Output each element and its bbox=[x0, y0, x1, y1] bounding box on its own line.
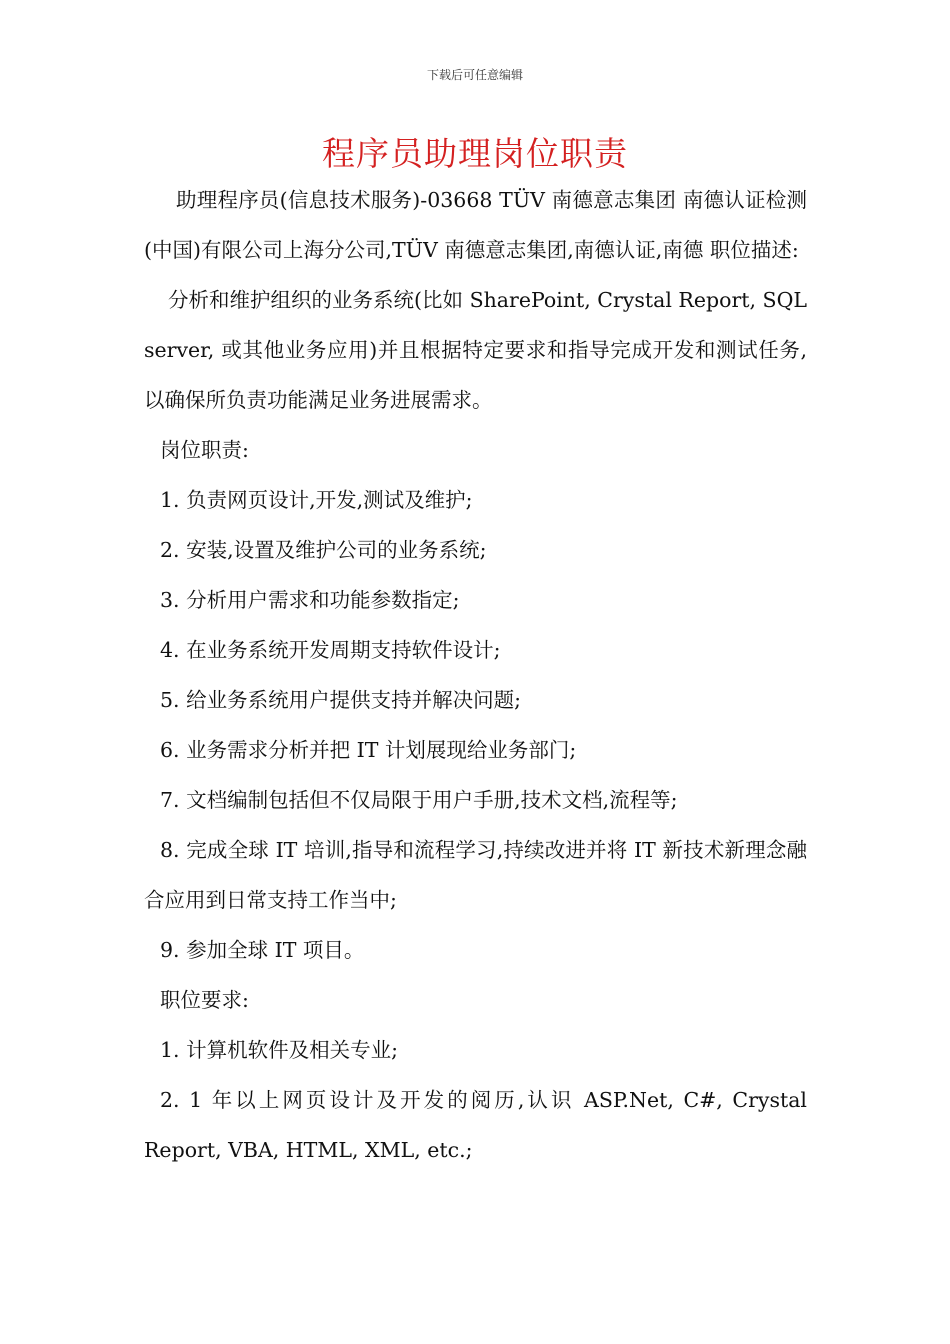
requirement-item-2: 2. 1 年以上网页设计及开发的阅历,认识 ASP.Net, C#, Crystal Report, VBA, HTML, XML, etc.; bbox=[144, 1088, 807, 1162]
duty-item-7: 7. 文档编制包括但不仅局限于用户手册,技术文档,流程等; bbox=[160, 788, 678, 812]
intro-paragraph: 助理程序员(信息技术服务)-03668 TÜV 南德意志集团 南德认证检测(中国)有限公司上海分公司,TÜV 南德意志集团,南德认证,南德 职位描述: bbox=[144, 188, 807, 262]
duties-heading: 岗位职责: bbox=[160, 438, 249, 462]
document-body bbox=[144, 175, 807, 1175]
page-header-note: 下载后可任意编辑 bbox=[426, 68, 523, 82]
duty-item-9: 9. 参加全球 IT 项目。 bbox=[160, 938, 365, 962]
duty-item-4: 4. 在业务系统开发周期支持软件设计; bbox=[160, 638, 501, 662]
duty-item-1: 1. 负责网页设计,开发,测试及维护; bbox=[160, 488, 473, 512]
duty-item-5: 5. 给业务系统用户提供支持并解决问题; bbox=[160, 688, 521, 712]
duty-item-3: 3. 分析用户需求和功能参数指定; bbox=[160, 588, 460, 612]
description-paragraph: 分析和维护组织的业务系统(比如 SharePoint, Crystal Report, SQL server, 或其他业务应用)并且根据特定要求和指导完成开发和测试任务,以确保所负责功能满足业务进展需求。 bbox=[144, 288, 807, 412]
duty-item-2: 2. 安装,设置及维护公司的业务系统; bbox=[160, 538, 487, 562]
requirements-heading: 职位要求: bbox=[160, 988, 249, 1012]
duty-item-6: 6. 业务需求分析并把 IT 计划展现给业务部门; bbox=[160, 738, 577, 762]
requirement-item-1: 1. 计算机软件及相关专业; bbox=[160, 1038, 398, 1062]
document-title: 程序员助理岗位职责 bbox=[322, 134, 628, 173]
duty-item-8: 8. 完成全球 IT 培训,指导和流程学习,持续改进并将 IT 新技术新理念融合应用到日常支持工作当中; bbox=[144, 838, 807, 912]
